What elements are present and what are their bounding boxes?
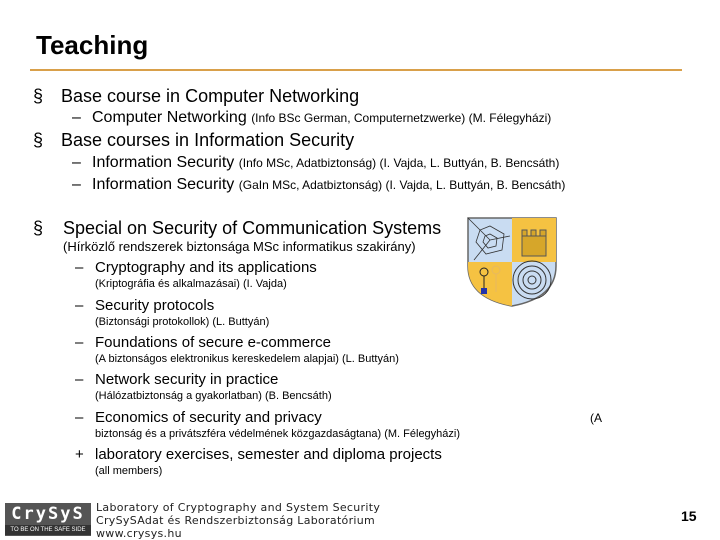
item-note: (Kriptográfia és alkalmazásai) (I. Vajda): [95, 278, 287, 290]
item-note-start: (A: [590, 411, 602, 425]
item-text: Cryptography and its applications: [95, 259, 317, 276]
list-item: [92, 176, 565, 194]
item-note: (Info BSc German, Computernetzwerke) (M. Félegyházi): [251, 111, 552, 125]
page-number: 15: [681, 508, 697, 524]
bullet: –: [72, 154, 81, 171]
item-note: (Hírközlő rendszerek biztonsága MSc informatikus szakirány): [63, 239, 416, 254]
item-text: Economics of security and privacy: [95, 409, 322, 426]
bullet: §: [33, 86, 44, 106]
title-divider: [30, 69, 682, 71]
shield-emblem: [466, 216, 558, 308]
footer-lab-name-hu: CrySySAdat és Rendszerbiztonság Laboratórium: [96, 514, 376, 527]
bullet: +: [75, 446, 84, 463]
item-text: laboratory exercises, semester and diploma projects: [95, 446, 442, 463]
item-note: (all members): [95, 465, 163, 477]
item-note: (Biztonsági protokollok) (L. Buttyán): [95, 316, 270, 328]
bullet: –: [72, 176, 81, 193]
bullet: –: [75, 259, 84, 276]
item-text: Foundations of secure e-commerce: [95, 334, 331, 351]
bullet: §: [33, 130, 44, 150]
item-text: Base course in Computer Networking: [61, 86, 360, 106]
item-note: (Info MSc, Adatbiztonság) (I. Vajda, L. Buttyán, B. Bencsáth): [238, 156, 560, 170]
footer-url[interactable]: www.crysys.hu: [96, 527, 182, 540]
footer-lab-name: Laboratory of Cryptography and System Security: [96, 501, 381, 514]
bullet: –: [75, 334, 84, 351]
bullet: –: [75, 409, 84, 426]
item-text: Base courses in Information Security: [61, 130, 355, 150]
item-note: biztonság és a privátszféra védelmének közgazdaságtana) (M. Félegyházi): [95, 428, 461, 440]
item-text: Computer Networking: [92, 109, 247, 126]
bullet: –: [75, 297, 84, 314]
bullet: –: [75, 371, 84, 388]
item-text: Special on Security of Communication Systems: [63, 218, 442, 238]
page-title: Teaching: [36, 30, 149, 60]
logo-text: CrySyS: [11, 504, 85, 524]
list-item: [92, 154, 559, 172]
list-item: [92, 109, 551, 127]
item-note: (A biztonságos elektronikus kereskedelem alapjai) (L. Buttyán): [95, 353, 399, 365]
item-text: Information Security: [92, 154, 235, 171]
item-text: Network security in practice: [95, 371, 279, 388]
bullet: §: [33, 218, 44, 238]
crysys-logo: [5, 503, 91, 536]
bullet: –: [72, 109, 81, 126]
logo-tagline: TO BE ON THE SAFE SIDE: [5, 525, 91, 535]
item-text: Security protocols: [95, 297, 215, 314]
item-note: (GaIn MSc, Adatbiztonság) (I. Vajda, L. Buttyán, B. Bencsáth): [238, 178, 566, 192]
item-note: (Hálózatbiztonság a gyakorlatban) (B. Bencsáth): [95, 390, 332, 402]
item-text: Information Security: [92, 176, 235, 193]
